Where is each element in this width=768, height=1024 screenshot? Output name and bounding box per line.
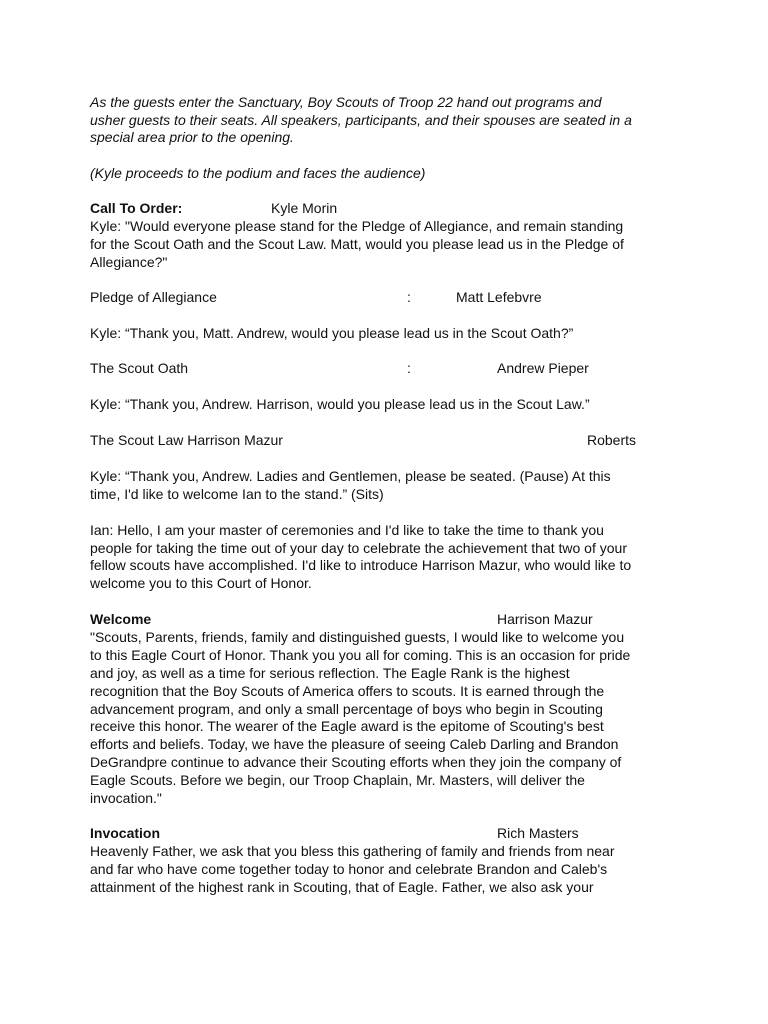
intro-line: As the guests enter the Sanctuary, Boy Scouts of Troop 22 hand out programs and (90, 94, 602, 110)
oath-speaker: Andrew Pieper (497, 360, 589, 376)
invocation-line: and far who have come together today to honor and celebrate Brandon and Caleb's (90, 861, 608, 877)
call-to-order-line: Kyle: "Would everyone please stand for the Pledge of Allegiance, and remain standing (90, 218, 624, 234)
call-to-order-line: for the Scout Oath and the Scout Law. Matt, would you please lead us in the Pledge of (90, 236, 624, 252)
call-to-order-line: Allegiance?" (90, 254, 168, 270)
welcome-line: to this Eagle Court of Honor. Thank you you all for coming. This is an occasion for pride (90, 647, 631, 663)
pledge-label: Pledge of Allegiance (90, 289, 217, 305)
stage-direction: (Kyle proceeds to the podium and faces the audience) (90, 165, 426, 181)
intro-line: special area prior to the opening. (90, 129, 294, 145)
pledge-speaker: Matt Lefebvre (456, 289, 542, 305)
invocation-line: Heavenly Father, we ask that you bless this gathering of family and friends from near (90, 843, 615, 859)
welcome-line: "Scouts, Parents, friends, family and distinguished guests, I would like to welcome you (90, 629, 625, 645)
law-speaker: Roberts (587, 432, 637, 448)
ian-line: Ian: Hello, I am your master of ceremonies and I'd like to take the time to thank you (90, 522, 604, 538)
welcome-line: Eagle Scouts. Before we begin, our Troop Chaplain, Mr. Masters, will deliver the (90, 772, 585, 788)
oath-separator: : (407, 360, 411, 376)
kyle-line: Kyle: “Thank you, Andrew. Harrison, would you please lead us in the Scout Law.” (90, 396, 590, 412)
intro-line: usher guests to their seats. All speakers, participants, and their spouses are seated in a (90, 112, 632, 128)
welcome-line: recognition that the Boy Scouts of America offers to scouts. It is earned through the (90, 683, 605, 699)
kyle-line: Kyle: “Thank you, Andrew. Ladies and Gentlemen, please be seated. (Pause) At this (90, 468, 611, 484)
invocation-heading: Invocation (90, 825, 161, 841)
welcome-line: advancement program, and only a small percentage of boys who begin in Scouting (90, 701, 603, 717)
kyle-line: time, I'd like to welcome Ian to the stand.” (Sits) (90, 486, 384, 502)
kyle-line: Kyle: “Thank you, Matt. Andrew, would you please lead us in the Scout Oath?” (90, 325, 574, 341)
call-to-order-heading: Call To Order: (90, 200, 183, 216)
welcome-line: invocation." (90, 790, 162, 806)
invocation-line: attainment of the highest rank in Scouting, that of Eagle. Father, we also ask your (90, 879, 594, 895)
welcome-line: receive this honor. The wearer of the Eagle award is the epitome of Scouting's best (90, 718, 604, 734)
pledge-separator: : (407, 289, 411, 305)
ian-line: welcome you to this Court of Honor. (90, 575, 312, 591)
invocation-speaker: Rich Masters (497, 825, 579, 841)
welcome-line: and joy, as well as a time for serious reflection. The Eagle Rank is the highest (90, 665, 570, 681)
oath-label: The Scout Oath (90, 360, 189, 376)
welcome-heading: Welcome (90, 611, 152, 627)
welcome-line: efforts and beliefs. Today, we have the pleasure of seeing Caleb Darling and Brandon (90, 736, 619, 752)
ian-line: people for taking the time out of your day to celebrate the achievement that two of your (90, 540, 627, 556)
ian-line: fellow scouts have accomplished. I'd like to introduce Harrison Mazur, who would like to (90, 557, 632, 573)
welcome-line: DeGrandpre continue to advance their Scouting efforts when they join the company of (90, 754, 622, 770)
law-label: The Scout Law Harrison Mazur (90, 432, 283, 448)
welcome-speaker: Harrison Mazur (497, 611, 593, 627)
call-to-order-speaker: Kyle Morin (271, 200, 338, 216)
